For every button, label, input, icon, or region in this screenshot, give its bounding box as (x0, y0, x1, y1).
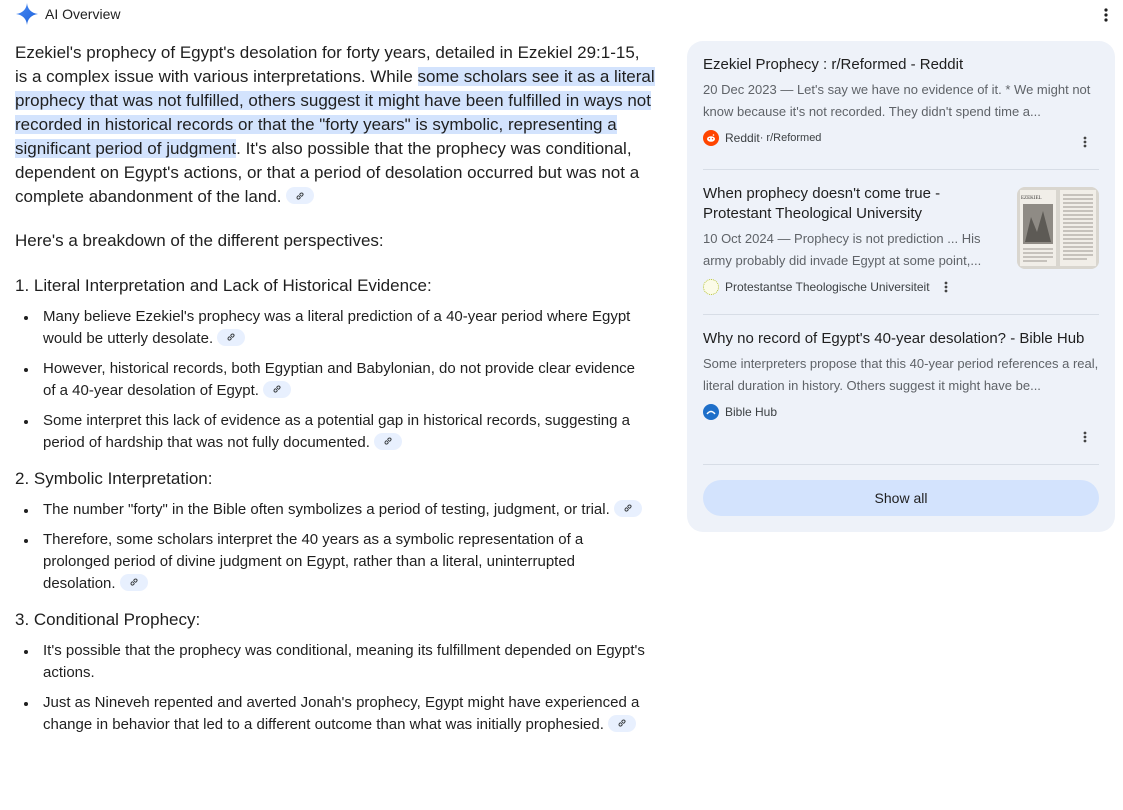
university-seal-icon (703, 279, 719, 295)
source-attribution (703, 403, 1099, 421)
source-title[interactable]: When prophecy doesn't come true - Protestant Theological University (703, 185, 941, 222)
source-link-icon[interactable] (286, 187, 314, 204)
source-site-name: Protestantse Theologische Universiteit (725, 280, 930, 294)
source-link-icon[interactable] (614, 500, 642, 517)
source-subreddit: · r/Reformed (759, 132, 822, 144)
more-options-icon[interactable] (1095, 4, 1117, 26)
source-menu-icon[interactable] (1077, 429, 1093, 445)
section-heading: 2. Symbolic Interpretation: (15, 469, 213, 488)
bible-hub-icon (703, 404, 719, 420)
source-site-name: Bible Hub (725, 405, 778, 419)
list-item-text: However, historical records, both Egyptian and Babylonian, do not provide clear evidence of a 40-year desolation of Egypt. (43, 360, 636, 399)
list-item-text: It's possible that the prophecy was conditional, meaning its fulfillment depended on Egypt's actions. (43, 642, 645, 681)
intro-text-end: . It's also possible that the prophecy was conditional, dependent on Egypt's actions, or that a period of desolation occurred but was not a complete abandonment of the land. (15, 139, 640, 206)
source-thumbnail[interactable] (1017, 187, 1099, 269)
source-link-icon[interactable] (608, 715, 636, 732)
source-link-icon[interactable] (217, 329, 245, 346)
list-item-text: Many believe Ezekiel's prophecy was a literal prediction of a 40-year period where Egypt would be utterly desolate. (43, 308, 631, 347)
source-attribution (703, 278, 1099, 296)
source-snippet: 20 Dec 2023 — Let's say we have no evidence of it. * We might not know because it's not recorded. They didn't spend time a... (703, 82, 1091, 119)
source-link-icon[interactable] (263, 381, 291, 398)
list-item (15, 410, 655, 454)
source-title[interactable]: Why no record of Egypt's 40-year desolation? - Bible Hub (703, 330, 1085, 347)
bullet-list (15, 640, 655, 736)
list-item (15, 692, 655, 736)
overview-content (15, 41, 655, 744)
source-menu-icon[interactable] (1077, 134, 1093, 150)
highlighted-text: some scholars see it as a literal prophecy that was not fulfilled, others suggest it might have been fulfilled in ways not recorded in historical records or that the "forty years" is symbolic, representing a significant period of judgment (15, 67, 655, 158)
bullet-list (15, 499, 655, 595)
header-title: AI Overview (45, 6, 121, 22)
source-site-name: Reddit (725, 131, 760, 145)
source-snippet: 10 Oct 2024 — Prophecy is not prediction ... His army probably did invade Egypt at some point,... (703, 231, 982, 268)
source-card[interactable] (703, 170, 1099, 315)
source-card[interactable] (703, 41, 1099, 170)
intro-paragraph (15, 41, 655, 209)
section-heading: 1. Literal Interpretation and Lack of Historical Evidence: (15, 276, 432, 295)
source-link-icon[interactable] (374, 433, 402, 450)
source-menu-icon[interactable] (938, 279, 954, 295)
sparkle-icon (15, 2, 39, 26)
list-item-text: The number "forty" in the Bible often symbolizes a period of testing, judgment, or trial. (43, 501, 610, 518)
sources-panel (687, 41, 1115, 532)
list-item (15, 640, 655, 684)
show-all-button[interactable]: Show all (703, 480, 1099, 516)
source-attribution (703, 129, 1099, 147)
list-item (15, 529, 655, 595)
source-card[interactable] (703, 315, 1099, 465)
list-item-text: Just as Nineveh repented and averted Jonah's prophecy, Egypt might have experienced a change in behavior that led to a different outcome than what was initially prophesied. (43, 694, 640, 733)
source-title[interactable]: Ezekiel Prophecy : r/Reformed - Reddit (703, 56, 964, 73)
source-snippet: Some interpreters propose that this 40-year period references a real, literal duration in history. Others suggest it might have be... (703, 356, 1099, 393)
list-item (15, 499, 655, 521)
list-item (15, 358, 655, 402)
list-item-text: Therefore, some scholars interpret the 40 years as a symbolic representation of a prolonged period of divine judgment on Egypt, rather than a literal, uninterrupted desolation. (43, 531, 584, 592)
bullet-list (15, 306, 655, 454)
intro-text-start: Ezekiel's prophecy of Egypt's desolation for forty years, detailed in Ezekiel 29:1-15, is a complex issue with various interpretations. While (15, 43, 640, 86)
breakdown-lead: Here's a breakdown of the different perspectives: (15, 231, 384, 250)
source-link-icon[interactable] (120, 574, 148, 591)
reddit-icon (703, 130, 719, 146)
list-item-text: Some interpret this lack of evidence as a potential gap in historical records, suggesting a period of hardship that was not fully documented. (43, 412, 630, 451)
ai-overview-header (15, 2, 120, 26)
section-heading: 3. Conditional Prophecy: (15, 610, 201, 629)
list-item (15, 306, 655, 350)
thumbnail-caption: EZEKIEL (1021, 196, 1042, 201)
